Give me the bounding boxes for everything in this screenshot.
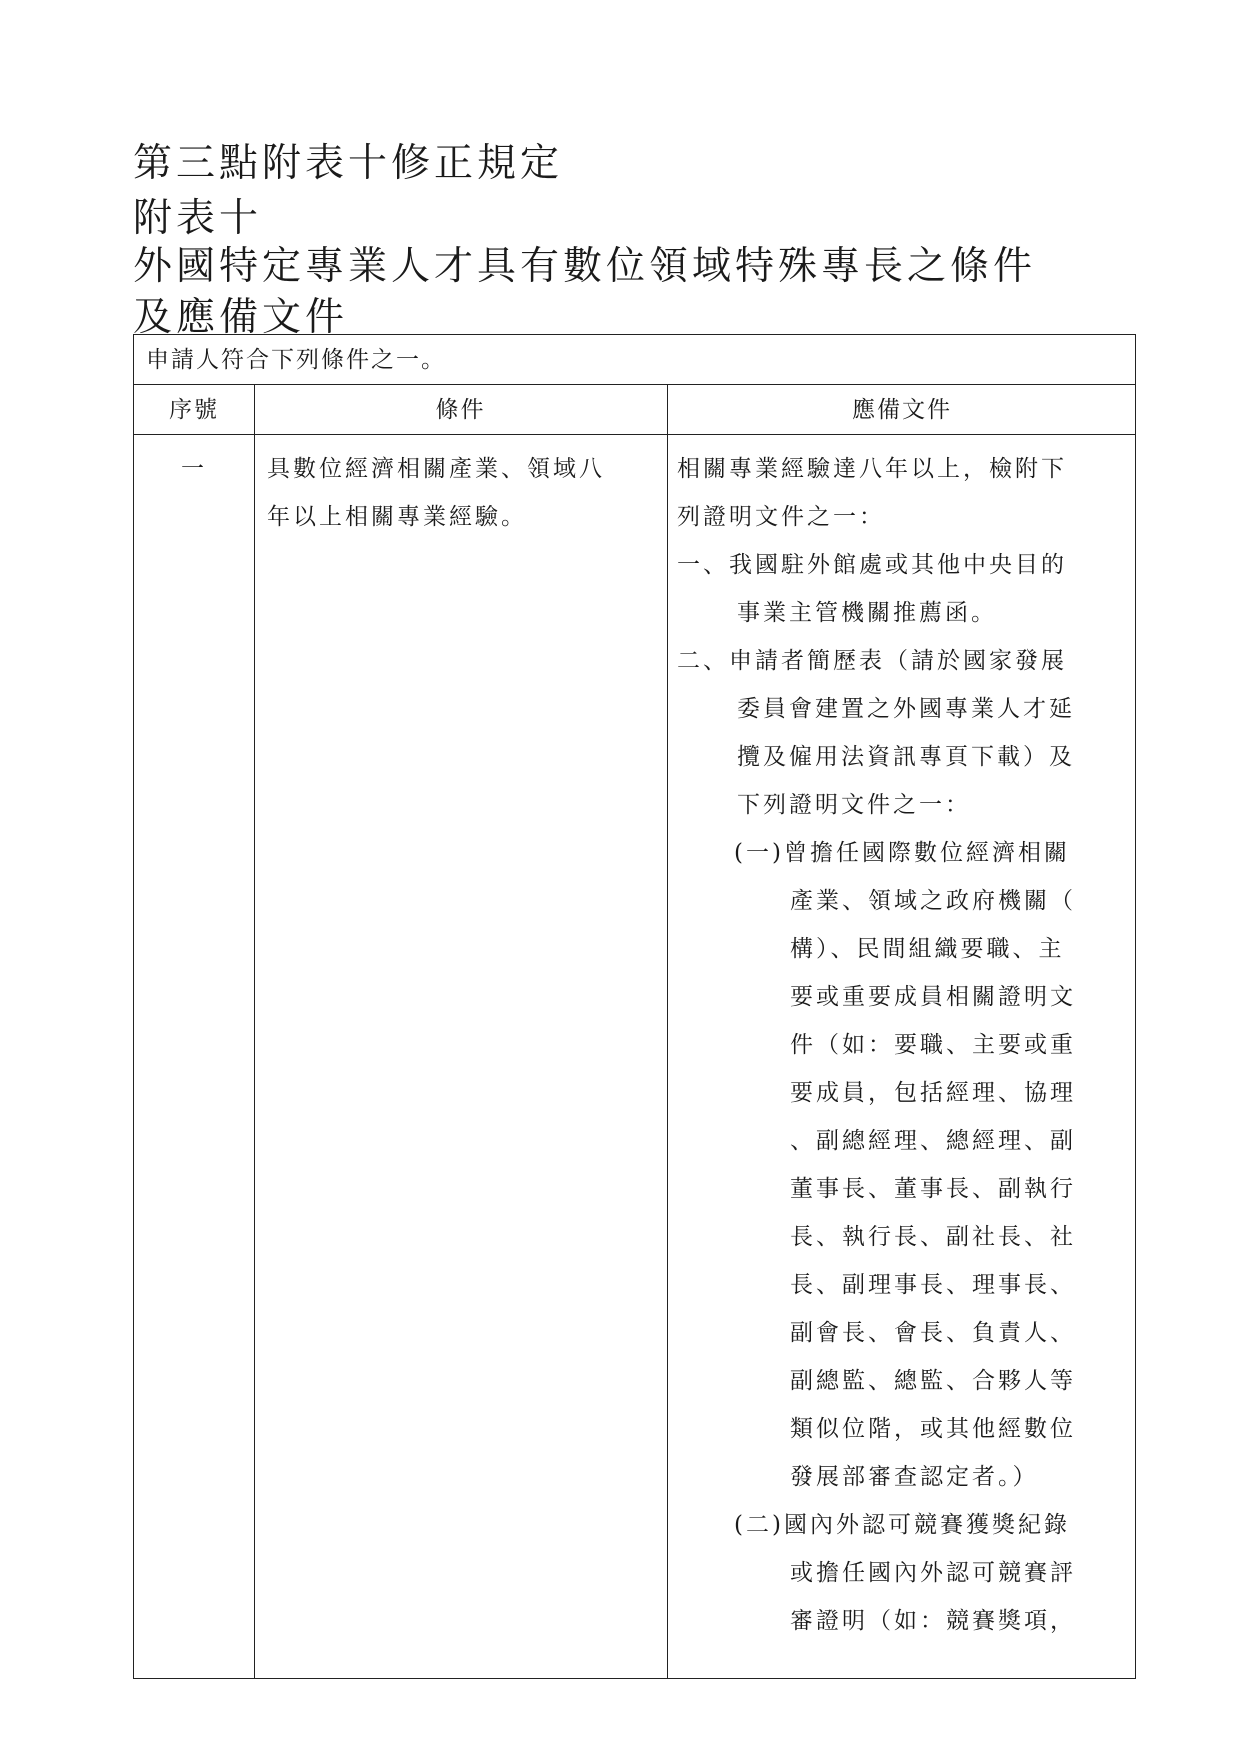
heading-appendix: 附表十 — [133, 196, 263, 241]
documents-line: 或擔任國內外認可競賽評 — [790, 1560, 1076, 1586]
documents-line: 件（如：要職、主要或重 — [790, 1032, 1076, 1058]
documents-line: 長、執行長、副社長、社 — [790, 1224, 1076, 1250]
heading-title-continued: 及應備文件 — [133, 295, 349, 340]
heading-title: 外國特定專業人才具有數位領域特殊專長之條件 — [133, 244, 1037, 289]
documents-line: 董事長、董事長、副執行 — [790, 1176, 1076, 1202]
documents-line: 副會長、會長、負責人、 — [790, 1320, 1076, 1346]
row-number-cell — [134, 435, 254, 493]
condition-cell — [267, 435, 662, 541]
documents-line: 事業主管機關推薦函。 — [737, 600, 997, 626]
column-divider — [254, 385, 255, 1678]
condition-line: 年以上相關專業經驗。 — [267, 504, 527, 530]
documents-line: 列證明文件之一： — [677, 504, 885, 530]
documents-subitem-1: (一)曾擔任國際數位經濟相關 — [734, 840, 1070, 866]
documents-line: 攬及僱用法資訊專頁下載）及 — [737, 744, 1075, 770]
column-divider — [667, 385, 668, 1678]
documents-cell — [677, 435, 1132, 1645]
documents-line: 審證明（如：競賽獎項， — [790, 1608, 1076, 1634]
documents-line: 、副總經理、總經理、副 — [790, 1128, 1076, 1154]
documents-line: 類似位階，或其他經數位 — [790, 1416, 1076, 1442]
documents-line: 要或重要成員相關證明文 — [790, 984, 1076, 1010]
documents-subitem-2: (二)國內外認可競賽獲獎紀錄 — [734, 1512, 1070, 1538]
condition-line: 具數位經濟相關產業、領域八 — [267, 456, 605, 482]
documents-line: 發展部審查認定者。） — [790, 1464, 1039, 1490]
documents-line: 要成員，包括經理、協理 — [790, 1080, 1076, 1106]
header-condition: 條件 — [435, 397, 486, 423]
table-header-row — [134, 385, 1135, 435]
documents-item-2: 二、申請者簡歷表（請於國家發展 — [677, 648, 1067, 674]
documents-line: 相關專業經驗達八年以上，檢附下 — [677, 456, 1067, 482]
documents-line: 委員會建置之外國專業人才延 — [737, 696, 1075, 722]
documents-line: 構）、民間組織要職、主 — [790, 936, 1065, 962]
documents-line: 長、副理事長、理事長、 — [790, 1272, 1076, 1298]
documents-line: 產業、領域之政府機關（ — [790, 888, 1076, 914]
requirements-table — [133, 334, 1136, 1679]
table-intro: 申請人符合下列條件之一。 — [134, 335, 1135, 385]
heading-amendment: 第三點附表十修正規定 — [133, 141, 564, 186]
documents-item-1: 一、我國駐外館處或其他中央目的 — [677, 552, 1067, 578]
documents-line: 下列證明文件之一： — [737, 792, 971, 818]
row-number: 一 — [181, 456, 207, 482]
header-number: 序號 — [169, 397, 219, 423]
header-documents: 應備文件 — [852, 397, 952, 423]
documents-line: 副總監、總監、合夥人等 — [790, 1368, 1076, 1394]
